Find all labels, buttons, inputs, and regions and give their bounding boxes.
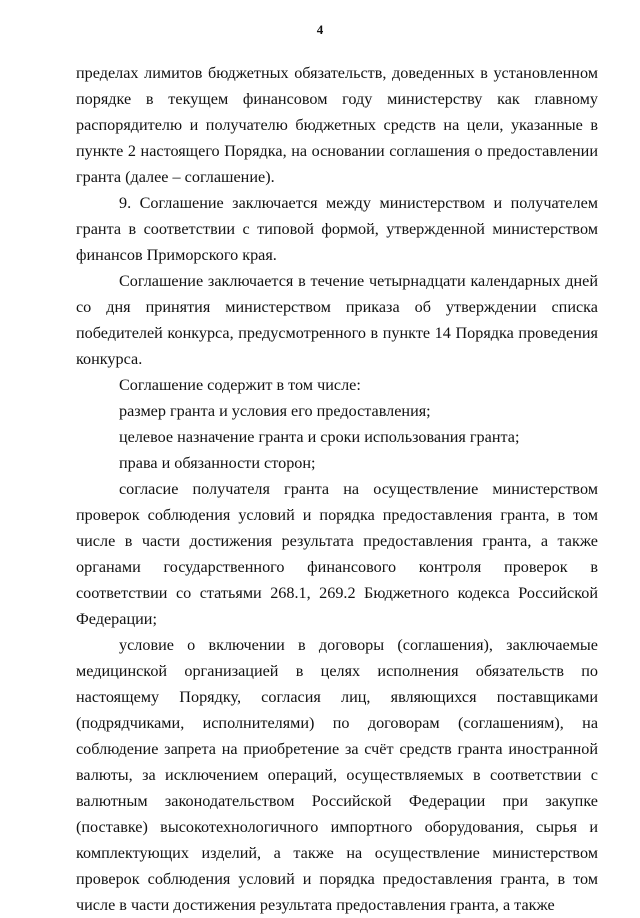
page-number: 4 [316,22,324,37]
document-body [76,60,598,918]
list-item-consent-inspections: согласие получателя гранта на осуществление министерством проверок соблюдения условий и порядка предоставления гранта, в том числе в части достижения результата предоставления гранта, а также органами государственного финансового контроля проверок в соответствии со статьями 268.1, 269.2 Бюджетного кодекса Российской Федерации; [76,480,598,628]
list-item-contract-condition: условие о включении в договоры (соглашения), заключаемые медицинской организацией в целях исполнения обязательств по настоящему Порядку, согласия лиц, являющихся поставщиками (подрядчиками, исполнителями) по договорам (соглашениям), на соблюдение запрета на приобретение за счёт средств гранта иностранной валюты, за исключением операций, осуществляемых в соответствии с валютным законодательством Российской Федерации при закупке (поставке) высокотехнологичного импортного оборудования, сырья и комплектующих изделий, а также на осуществление министерством проверок соблюдения условий и порядка предоставления гранта, в том числе в части достижения результата предоставления гранта, а также [76,636,598,914]
list-item-grant-size: размер гранта и условия его предоставления; [119,402,431,420]
paragraph-clause-9: 9. Соглашение заключается между министерством и получателем гранта в соответствии с типовой формой, утвержденной министерством финансов Приморского края. [76,194,598,264]
paragraph-agreement-contents: Соглашение содержит в том числе: [119,376,361,394]
list-item-grant-purpose: целевое назначение гранта и сроки использования гранта; [119,428,520,446]
paragraph-agreement-term: Соглашение заключается в течение четырнадцати календарных дней со дня принятия министерством приказа об утверждении списка победителей конкурса, предусмотренного в пункте 14 Порядка проведения конкурса. [76,272,598,368]
paragraph-continuation: пределах лимитов бюджетных обязательств, доведенных в установленном порядке в текущем финансовом году министерству как главному распорядителю и получателю бюджетных средств на цели, указанные в пункте 2 настоящего Порядка, на основании соглашения о предоставлении гранта (далее – соглашение). [76,64,598,186]
list-item-rights-obligations: права и обязанности сторон; [119,454,316,472]
